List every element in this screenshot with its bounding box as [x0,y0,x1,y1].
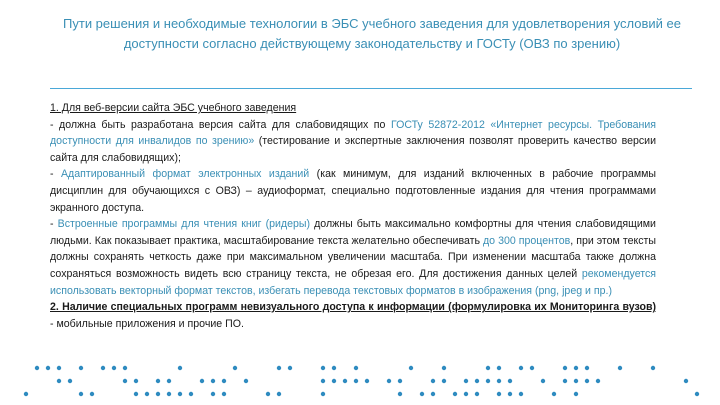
item-1-lead: - должна быть разработана версия сайта для слабовидящих по [50,118,391,131]
braille-dot [486,379,490,383]
title-divider [50,88,692,89]
slide-title: Пути решения и необходимые технологии в ЭБС учебного заведения для удовлетворения условий ее доступности согласно действующему законодательству и ГОСТу (ОВЗ по зрению) [63,16,681,51]
section-2-heading: 2. Наличие специальных программ невизуального доступа к информации (формулировка их Мониторинга вузов) [50,301,656,314]
braille-dot [398,392,402,396]
braille-dot [134,379,138,383]
braille-dot [497,366,501,370]
braille-dot [475,392,479,396]
section-1-item-3 [50,216,656,299]
braille-dot [79,366,83,370]
braille-dot [156,392,160,396]
section-1-heading-text: 1. Для веб-версии сайта ЭБС учебного заведения [50,102,297,114]
braille-dot [464,392,468,396]
braille-dot [519,366,523,370]
braille-dot [57,366,61,370]
braille-dot [365,379,369,383]
braille-dot [541,379,545,383]
braille-dot [79,392,83,396]
braille-dot [563,366,567,370]
item-2-highlight: Адаптированный формат электронных изданий [60,168,310,181]
braille-dot [222,392,226,396]
braille-dot [134,392,138,396]
braille-dot [596,379,600,383]
section-1-heading [50,100,656,117]
braille-dot [574,392,578,396]
section-2-tail: - мобильные приложения и прочие ПО. [50,317,244,330]
item-3-highlight-3: рекомендуется использовать векторный формат текстов, избегать перевода текстовых форматов в изображения (png, jpeg и пр.) [50,267,656,297]
braille-dot [24,392,28,396]
braille-dot [57,379,61,383]
braille-dot [387,379,391,383]
braille-dot [90,392,94,396]
braille-dot [519,392,523,396]
item-3-tail: , при этом тексты должны сохранять четкость даже при максимальном увеличении масштаба. При изменении масштаба также должна сохраняться возможность видеть всю страницу текста, не обрезая его. Для достижения данных целей [50,234,656,280]
braille-dot [178,366,182,370]
braille-dot [123,366,127,370]
braille-dot [574,366,578,370]
braille-dot [145,392,149,396]
braille-dot [585,366,589,370]
braille-dot [618,366,622,370]
braille-dot [453,392,457,396]
braille-dot [464,379,468,383]
braille-dot [233,366,237,370]
braille-dot [409,366,413,370]
item-1-tail: (тестирование и экспертные заключения позволят проверить качество версии сайта для слабовидящих); [50,135,656,164]
braille-dot [277,366,281,370]
braille-dot [178,392,182,396]
item-3-highlight: Встроенные программы для чтения книг (ридеры) [57,218,311,231]
braille-dot [552,392,556,396]
braille-dot [651,366,655,370]
item-3-highlight-2: до 300 процентов [483,234,571,247]
braille-dot [508,392,512,396]
braille-dot [211,392,215,396]
braille-dot [101,366,105,370]
braille-dot [167,379,171,383]
braille-dot [277,392,281,396]
item-2-tail: (как минимум, для изданий включенных в рабочие программы дисциплин для обучающихся с ОВЗ) – аудиоформат, специально подготовленные издания для чтения программами экранного доступа. [50,168,657,214]
braille-dot [574,379,578,383]
braille-dot [695,392,699,396]
braille-dot [332,366,336,370]
braille-dot [321,392,325,396]
section-2 [50,299,656,332]
braille-dot [211,379,215,383]
item-1-gost-reference: ГОСТу 52872-2012 «Интернет ресурсы. Требования доступности для инвалидов по зрению» [50,118,656,148]
braille-dot [321,366,325,370]
braille-dot [431,392,435,396]
braille-dot [420,392,424,396]
braille-dot [68,379,72,383]
braille-dot [442,379,446,383]
braille-dot [354,366,358,370]
section-1-item-2 [50,166,656,216]
braille-dot [508,379,512,383]
braille-dot [112,366,116,370]
braille-dot [684,379,688,383]
braille-dot [398,379,402,383]
braille-dot [46,366,50,370]
section-1-item-1 [50,117,656,167]
braille-dot [585,379,589,383]
braille-dot [442,366,446,370]
braille-dot [486,366,490,370]
braille-dot [244,379,248,383]
braille-dot [475,379,479,383]
braille-dot [497,392,501,396]
braille-dot [563,379,567,383]
braille-dot [200,379,204,383]
braille-dot [321,379,325,383]
slide-body [50,100,656,332]
braille-dot [167,392,171,396]
braille-dot [189,392,193,396]
item-3-dash: - [50,218,58,231]
braille-dot [354,379,358,383]
braille-dot [431,379,435,383]
braille-dot [35,366,39,370]
braille-dot [156,379,160,383]
braille-dot [222,379,226,383]
item-2-dash: - [50,168,61,181]
braille-dot [332,379,336,383]
braille-dot [266,392,270,396]
item-3-middle: должны быть максимально комфортны для чтения слабовидящими людьми. Как показывает практика, масштабирование текста желательно обеспечивать [50,218,656,247]
braille-dot [497,379,501,383]
braille-dot [343,379,347,383]
braille-dot [288,366,292,370]
braille-dot [530,366,534,370]
braille-dots-decoration [0,360,720,405]
braille-dot [123,379,127,383]
